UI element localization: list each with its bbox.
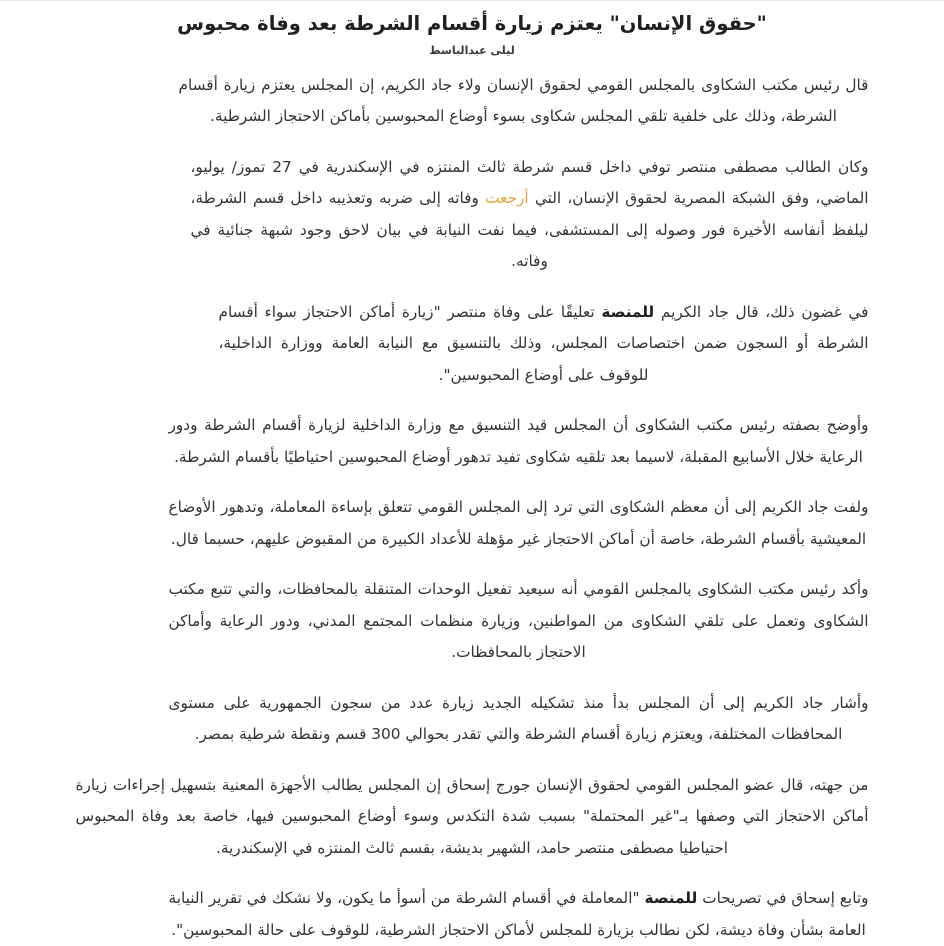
paragraph-text: وفاته إلى ضربه وتعذيبه داخل قسم الشرطة، ليلفظ أنفاسه الأخيرة فور وصوله إلى المستشفى، فيما نفت النيابة في بيان لاحق وجود شبهة جنائية في وفاته. xyxy=(190,189,869,271)
article-headline: "حقوق الإنسان" يعتزم زيارة أقسام الشرطة بعد وفاة محبوس xyxy=(177,12,767,35)
article-body xyxy=(76,70,869,946)
article-paragraph xyxy=(76,770,869,865)
inline-link[interactable]: أرجعت xyxy=(485,189,529,208)
article-paragraph xyxy=(169,688,869,751)
paragraph-text: قال رئيس مكتب الشكاوى بالمجلس القومي لحقوق الإنسان ولاء جاد الكريم، إن المجلس يعتزم زيارة أقسام الشرطة، وذلك على خلفية تلقي المجلس شكاوى بسوء أوضاع المحبوسين بأماكن الاحتجاز الشرطية. xyxy=(178,75,869,126)
paragraph-text: وأشار جاد الكريم إلى أن المجلس بدأ منذ تشكيله الجديد زيارة عدد من سجون الجمهورية على مستوى المحافظات المختلفة، ويعتزم زيارة أقسام الشرطة والتي تقدر بحوالي 300 قسم ونقطة شرطية بمصر. xyxy=(168,693,869,744)
article-paragraph xyxy=(169,492,869,555)
news-article xyxy=(76,1,869,946)
article-paragraph xyxy=(219,297,869,392)
article-paragraph xyxy=(169,883,869,946)
article-paragraph xyxy=(169,410,869,473)
paragraph-text: وكان الطالب مصطفى منتصر توفي داخل قسم شرطة ثالث المنتزه في الإسكندرية في 27 تموز/ يوليو، الماضي، وفق الشبكة المصرية لحقوق الإنسان، التي xyxy=(190,157,869,208)
article-paragraph xyxy=(169,574,869,669)
paragraph-text: وتابع إسحاق في تصريحات xyxy=(697,889,869,908)
article-paragraph xyxy=(191,152,869,278)
paragraph-text: تعليقًا على وفاة منتصر "زيارة أماكن الاحتجاز سواء أقسام الشرطة أو السجون ضمن اختصاصات المجلس، وذلك بالتنسيق مع النيابة العامة ووزارة الداخلية، للوقوف على أوضاع المحبوسين". xyxy=(218,302,869,384)
paragraph-text: وأوضح بصفته رئيس مكتب الشكاوى أن المجلس قيد التنسيق مع وزارة الداخلية لزيارة أقسام الشرطة ودور الرعاية خلال الأسابيع المقبلة، لاسيما بعد تلقيه شكاوى تفيد تدهور أوضاع المحبوسين احتياطيًا بأقسام الشرطة. xyxy=(168,416,869,466)
paragraph-text: "المعاملة في أقسام الشرطة من أسوأ ما يكون، ولا نشكك في تقرير النيابة العامة بشأن وفاة ديشة، لكن نطالب بزيارة للمجلس لأماكن الاحتجاز الشرطية، للوقوف على حالة المحبوسين". xyxy=(168,889,866,939)
inline-emphasis: للمنصة xyxy=(644,889,698,908)
article-paragraph xyxy=(179,70,869,133)
paragraph-text: وأكد رئيس مكتب الشكاوى بالمجلس القومي أنه سيعيد تفعيل الوحدات المتنقلة بالمحافظات، والتي تتبع مكتب الشكاوى وتعمل على تلقي الشكاوى من المواطنين، وزيارة منظمات المجتمع المدني، ودور الرعاية وأماكن الاحتجاز بالمحافظات. xyxy=(168,580,869,662)
inline-emphasis: للمنصة xyxy=(601,302,655,321)
paragraph-text: في غضون ذلك، قال جاد الكريم xyxy=(654,302,869,321)
paragraph-text: ولفت جاد الكريم إلى أن معظم الشكاوى التي ترد إلى المجلس القومي تتعلق بإساءة المعاملة، وتدهور الأوضاع المعيشية بأقسام الشرطة، خاصة أن أماكن الاحتجاز غير مؤهلة للأعداد الكبيرة من المقبوض عليهم، حسبما قال. xyxy=(168,498,869,548)
paragraph-text: من جهته، قال عضو المجلس القومي لحقوق الإنسان جورج إسحاق إن المجلس يطالب الأجهزة المعنية بتسهيل إجراءات زيارة أماكن الاحتجاز التي وصفها بـ"غير المحتملة" بسبب شدة التكدس وسوء أوضاع المحبوسين فيها، خاصة بعد وفاة المحبوس احتياطيا مصطفى منتصر حامد، الشهير بديشة، بقسم ثالث المنتزه في الإسكندرية. xyxy=(75,775,869,857)
article-byline-author: ليلى عبدالباسط xyxy=(429,43,515,57)
